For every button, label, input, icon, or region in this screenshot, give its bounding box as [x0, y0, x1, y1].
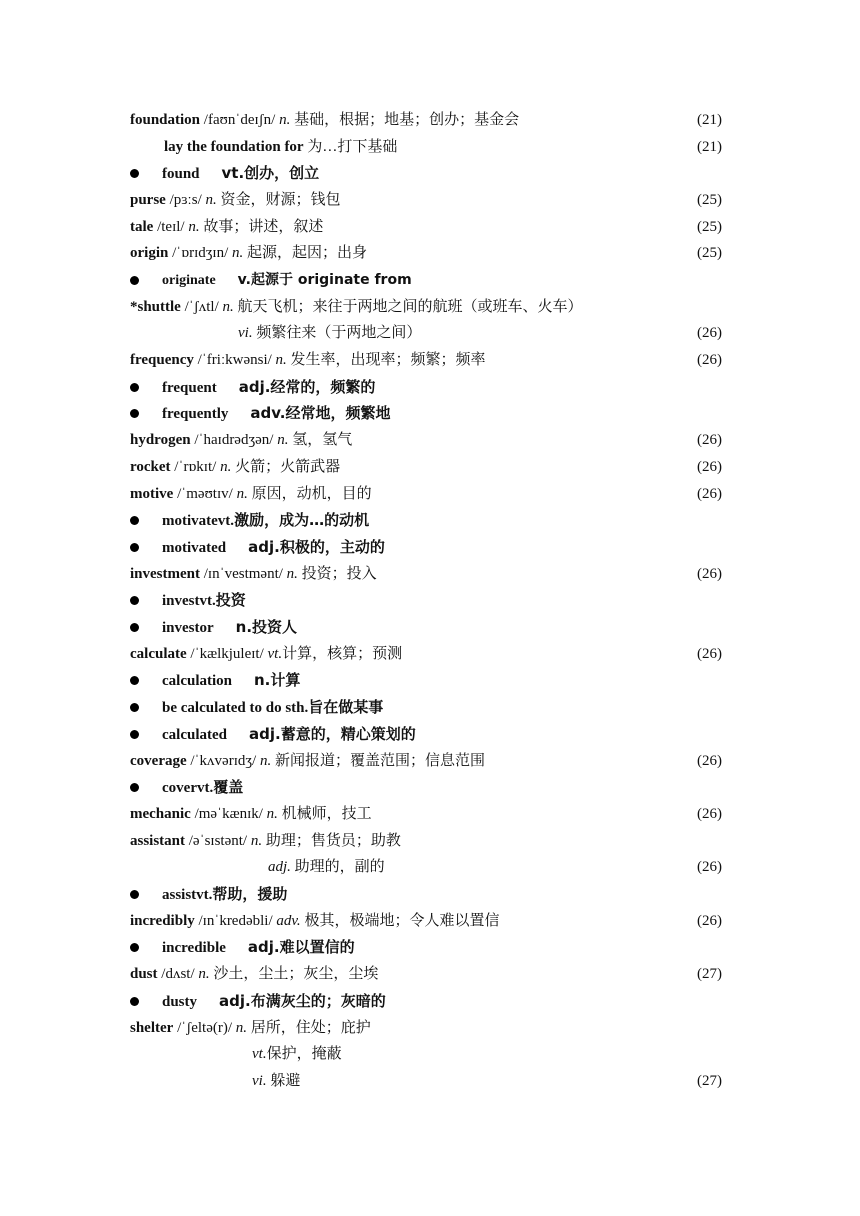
headword: incredibly	[130, 913, 195, 929]
part-of-speech: n.	[205, 192, 217, 208]
derivative-translation: adj.蓄意的，精心策划的	[249, 725, 416, 743]
part-of-speech: n.	[266, 806, 278, 822]
derivative-word: be calculated to do sth.	[162, 700, 309, 716]
derivative-translation: n.投资人	[235, 618, 298, 636]
headword: purse	[130, 192, 166, 208]
phonetic: /ˈkælkjuleɪt/	[190, 646, 264, 662]
entry-calculate	[130, 641, 722, 667]
phonetic: /ɪnˈvestmənt/	[203, 566, 283, 582]
bullet-icon	[130, 783, 139, 792]
derivative-word: covervt.	[162, 780, 214, 796]
derivative-dusty	[130, 988, 722, 1014]
derivative-assist	[130, 881, 722, 907]
headword: shelter	[130, 1020, 174, 1036]
definition: 资金，财源；钱包	[220, 192, 341, 208]
headword: assistant	[130, 833, 186, 849]
part-of-speech: vi.	[238, 325, 253, 341]
phonetic: /məˈkænɪk/	[194, 806, 263, 822]
headword: coverage	[130, 753, 187, 769]
entry-coverage	[130, 748, 722, 774]
derivative-calculated	[130, 721, 722, 747]
page-ref: (25)	[697, 219, 722, 235]
bullet-icon	[130, 516, 139, 525]
headword: calculate	[130, 646, 187, 662]
derivative-translation: 帮助，援助	[212, 885, 288, 903]
bullet-icon	[130, 730, 139, 739]
derivative-investor	[130, 614, 722, 640]
phonetic: /faʊnˈdeɪʃn/	[203, 112, 276, 128]
derivative-translation: v.起源于 originate from	[237, 272, 412, 288]
derivative-motivated	[130, 534, 722, 560]
bullet-icon	[130, 703, 139, 712]
page-ref: (26)	[697, 486, 722, 502]
definition: 新闻报道；覆盖范围；信息范围	[274, 753, 485, 769]
phonetic: /ˈɒrɪdʒɪn/	[172, 245, 229, 261]
page-ref: (27)	[697, 1073, 722, 1089]
derivative-originate	[130, 267, 722, 293]
page-ref: (27)	[697, 966, 722, 982]
phonetic: /ˈkʌvərɪdʒ/	[190, 753, 257, 769]
page-ref: (26)	[697, 646, 722, 662]
entry-investment	[130, 561, 722, 587]
phrase: lay the foundation for	[164, 139, 304, 155]
definition: 助理的，副的	[294, 859, 385, 875]
phonetic: /ˈʃeltə(r)/	[177, 1020, 233, 1036]
headword: *shuttle	[130, 299, 181, 315]
definition: 助理；售货员；助教	[265, 833, 401, 849]
phonetic: /əˈsɪstənt/	[188, 833, 248, 849]
headword: rocket	[130, 459, 171, 475]
page-ref: (26)	[697, 753, 722, 769]
headword: dust	[130, 966, 158, 982]
derivative-motivate	[130, 507, 722, 533]
derivative-word: incredible	[162, 940, 226, 956]
headword: motive	[130, 486, 174, 502]
page-ref: (26)	[697, 806, 722, 822]
definition: 极其，极端地；令人难以置信	[304, 913, 500, 929]
definition: 发生率，出现率；频繁；频率	[290, 352, 486, 368]
bullet-icon	[130, 543, 139, 552]
derivative-translation: 投资	[215, 591, 246, 609]
part-of-speech: n.	[279, 112, 291, 128]
entry-motive	[130, 481, 722, 507]
entry-foundation	[130, 107, 722, 133]
part-of-speech: vt.	[267, 646, 283, 662]
phonetic: /pɜːs/	[169, 192, 202, 208]
part-of-speech: n.	[198, 966, 210, 982]
part-of-speech: n.	[259, 753, 272, 769]
bullet-icon	[130, 596, 139, 605]
part-of-speech: vt.	[252, 1046, 267, 1062]
part-of-speech: n.	[232, 245, 244, 261]
derivative-word: frequent	[162, 380, 217, 396]
entry-shuttle	[130, 294, 722, 320]
derivative-translation: adv.经常地，频繁地	[250, 404, 391, 422]
definition: 起源，起因；出身	[247, 245, 368, 261]
entry-incredibly	[130, 908, 722, 934]
part-of-speech: n.	[250, 833, 263, 849]
entry-shelter	[130, 1015, 722, 1041]
phonetic: /ˈʃʌtl/	[184, 299, 219, 315]
phonetic: /ˈfriːkwənsi/	[197, 352, 272, 368]
headword: hydrogen	[130, 432, 191, 448]
derivative-word: calculated	[162, 727, 227, 743]
bullet-icon	[130, 169, 139, 178]
derivative-word: investor	[162, 620, 214, 636]
derivative-word: assistvt.	[162, 887, 213, 903]
derivative-translation: vt.创办，创立	[221, 164, 320, 182]
derivative-word: calculation	[162, 673, 232, 689]
bullet-icon	[130, 276, 139, 285]
part-of-speech: adv.	[276, 913, 301, 929]
part-of-speech: n.	[236, 486, 248, 502]
definition: 为…打下基础	[307, 139, 398, 155]
derivative-translation: 激励，成为…的动机	[234, 511, 370, 529]
definition: 频繁往来（于两地之间）	[256, 325, 422, 341]
derivative-translation: adj.经常的，频繁的	[238, 378, 376, 396]
entry-dust	[130, 961, 722, 987]
derivative-translation: adj.积极的，主动的	[248, 538, 385, 556]
phonetic: /teɪl/	[157, 219, 185, 235]
derivative-word: motivated	[162, 540, 227, 556]
bullet-icon	[130, 623, 139, 632]
definition: 居所，住处；庇护	[250, 1020, 371, 1036]
entry-shuttle-vi	[130, 320, 722, 346]
bullet-icon	[130, 676, 139, 685]
derivative-translation: adj.布满灰尘的；灰暗的	[219, 992, 386, 1010]
entry-phrase	[130, 134, 722, 160]
page-ref: (26)	[697, 352, 722, 368]
definition: 航天飞机；来往于两地之间的航班（或班车、火车）	[237, 299, 583, 315]
bullet-icon	[130, 409, 139, 418]
page-ref: (26)	[697, 432, 722, 448]
definition: 故事；讲述，叙述	[203, 219, 324, 235]
part-of-speech: n.	[188, 219, 200, 235]
part-of-speech: n.	[277, 432, 289, 448]
headword: mechanic	[130, 806, 191, 822]
derivative-calculation	[130, 667, 722, 693]
entry-assistant	[130, 828, 722, 854]
page-ref: (26)	[697, 325, 722, 341]
definition: 原因，动机，目的	[251, 486, 372, 502]
page-ref: (21)	[697, 139, 722, 155]
headword: foundation	[130, 112, 201, 128]
page-ref: (25)	[697, 245, 722, 261]
page-ref: (21)	[697, 112, 722, 128]
bullet-icon	[130, 943, 139, 952]
derivative-translation: adj.难以置信的	[247, 938, 355, 956]
phonetic: /ˈrɒkɪt/	[174, 459, 217, 475]
derivative-word: found	[162, 166, 200, 182]
derivative-frequently	[130, 400, 722, 426]
definition: 火箭；火箭武器	[235, 459, 341, 475]
definition: 计算，核算；预测	[282, 646, 403, 662]
entry-tale	[130, 214, 722, 240]
page-ref: (26)	[697, 566, 722, 582]
derivative-translation: n.计算	[254, 671, 301, 689]
definition: 保护，掩蔽	[266, 1046, 342, 1062]
headword: origin	[130, 245, 169, 261]
entry-shelter-vi	[130, 1068, 722, 1094]
entry-mechanic	[130, 801, 722, 827]
bullet-icon	[130, 890, 139, 899]
derivative-frequent	[130, 374, 722, 400]
entry-purse	[130, 187, 722, 213]
entry-hydrogen	[130, 427, 722, 453]
part-of-speech: adj.	[268, 859, 291, 875]
definition: 机械师，技工	[281, 806, 372, 822]
part-of-speech: n.	[235, 1020, 248, 1036]
derivative-translation: 旨在做某事	[308, 698, 384, 716]
definition: 基础，根据；地基；创办；基金会	[294, 112, 520, 128]
bullet-icon	[130, 997, 139, 1006]
part-of-speech: n.	[275, 352, 287, 368]
entry-origin	[130, 240, 722, 266]
derivative-word: investvt.	[162, 593, 216, 609]
entry-shelter-vt	[130, 1041, 722, 1067]
phonetic: /dʌst/	[161, 966, 195, 982]
derivative-word: dusty	[162, 994, 198, 1010]
entry-rocket	[130, 454, 722, 480]
page-ref: (26)	[697, 913, 722, 929]
definition: 氢，氢气	[292, 432, 353, 448]
phonetic: /ˈməʊtɪv/	[177, 486, 233, 502]
headword: frequency	[130, 352, 194, 368]
definition: 沙土，尘土；灰尘，尘埃	[213, 966, 379, 982]
part-of-speech: n.	[286, 566, 298, 582]
derivative-translation: 覆盖	[213, 778, 244, 796]
part-of-speech: n.	[222, 299, 234, 315]
page-ref: (26)	[697, 459, 722, 475]
derivative-word: frequently	[162, 406, 229, 422]
derivative-word: motivatevt.	[162, 513, 235, 529]
headword: investment	[130, 566, 200, 582]
derivative-word: originate	[162, 273, 216, 288]
headword: tale	[130, 219, 154, 235]
definition: 躲避	[270, 1073, 301, 1089]
derivative-be-calculated	[130, 694, 722, 720]
definition: 投资；投入	[301, 566, 377, 582]
bullet-icon	[130, 383, 139, 392]
derivative-cover	[130, 774, 722, 800]
entry-frequency	[130, 347, 722, 373]
part-of-speech: n.	[220, 459, 232, 475]
entry-assistant-adj	[130, 854, 722, 880]
derivative-found	[130, 160, 722, 186]
phonetic: /ɪnˈkredəbli/	[198, 913, 273, 929]
page-ref: (26)	[697, 859, 722, 875]
phonetic: /ˈhaɪdrədʒən/	[194, 432, 274, 448]
derivative-incredible	[130, 934, 722, 960]
page-ref: (25)	[697, 192, 722, 208]
part-of-speech: vi.	[252, 1073, 267, 1089]
derivative-invest	[130, 587, 722, 613]
